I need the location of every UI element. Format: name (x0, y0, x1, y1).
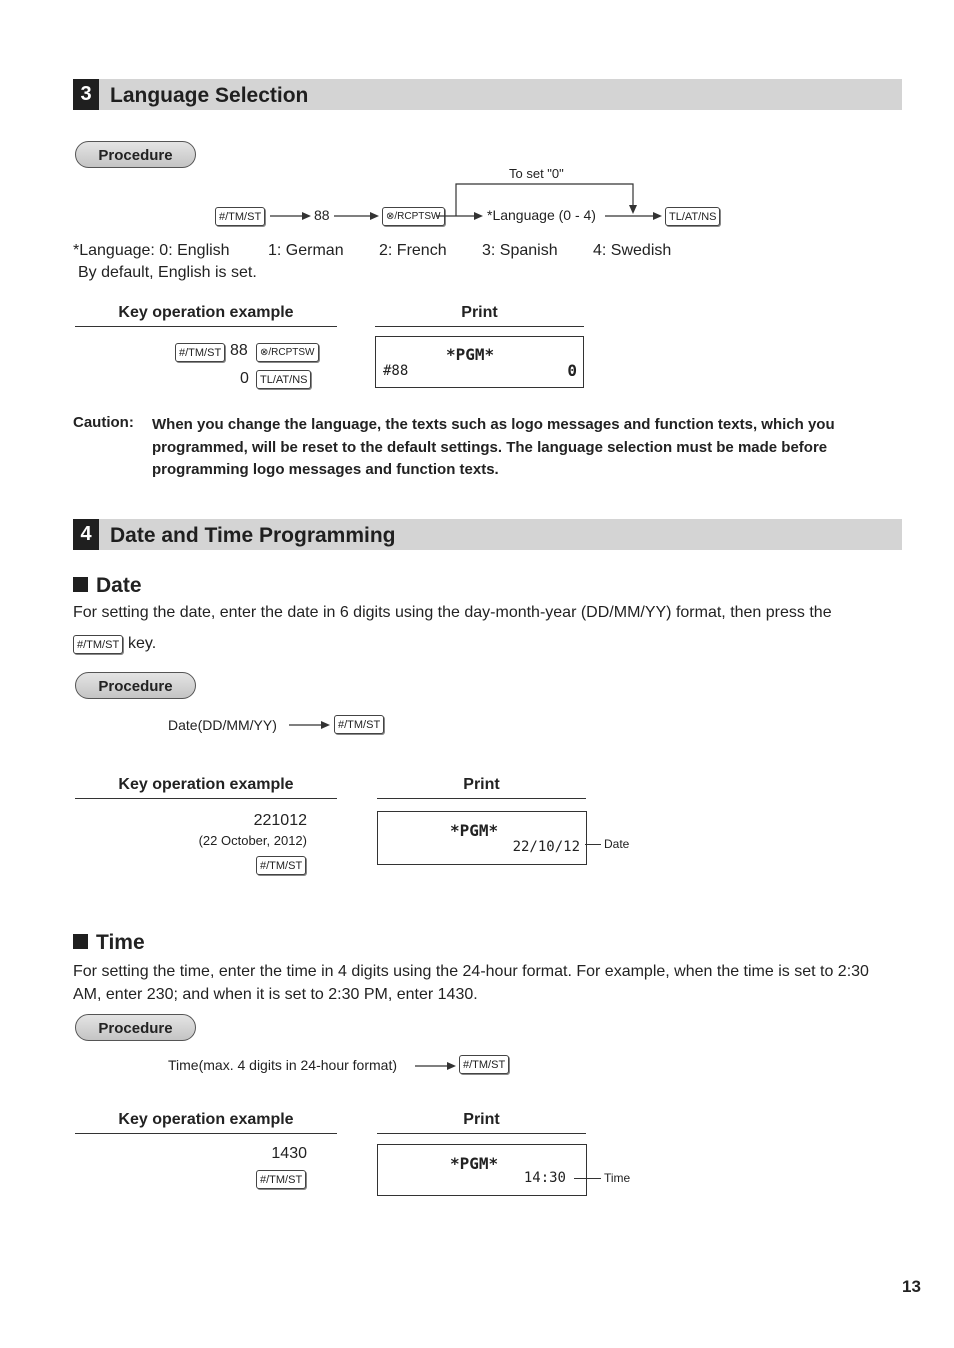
print-header: Print (377, 1111, 586, 1134)
key-tm-st: #/TM/ST (215, 207, 265, 226)
arrow-icon (334, 209, 380, 223)
key-tm-st: #/TM/ST (459, 1055, 509, 1074)
key-tl-at-ns: TL/AT/NS (665, 207, 720, 226)
example-value: 1430 (271, 1145, 307, 1162)
example-value: 0 (240, 370, 249, 387)
print-title: *PGM* (450, 821, 499, 840)
language-note-item: 3: Spanish (482, 242, 558, 259)
square-bullet-icon (73, 577, 88, 592)
callout-label: Date (604, 837, 630, 851)
section-title: Language Selection (110, 84, 309, 107)
date-description: For setting the date, enter the date in 6 digits using the day-month-year (DD/MM/YY) format, then press the (73, 604, 832, 621)
procedure-badge: Procedure (75, 1014, 196, 1041)
print-header: Print (375, 304, 584, 327)
callout-line (574, 1178, 601, 1179)
example-note: (22 October, 2012) (198, 833, 307, 848)
caution-text: When you change the language, the texts such as logo messages and function texts, which you programmed, will be reset to the default settings. The language selection must be made before programming logo messages and function texts. (152, 416, 835, 478)
arrow-icon (289, 718, 331, 732)
date-heading: Date (73, 574, 142, 598)
time-description: For setting the time, enter the time in 4 digits using the 24-hour format. For example, when the time is set to 2:30 AM, enter 230; and when it is set to 2:30 PM, enter 1430. (73, 963, 869, 1003)
key-tl-at-ns: TL/AT/NS (256, 370, 311, 389)
language-note: *Language: 0: English (73, 242, 230, 259)
print-date-value: 22/10/12 (512, 839, 580, 855)
print-left: #88 (383, 363, 409, 379)
square-bullet-icon (73, 934, 88, 949)
print-header: Print (377, 776, 586, 799)
language-note-item: 4: Swedish (593, 242, 672, 259)
key-tm-st: #/TM/ST (256, 856, 306, 875)
arrow-icon (270, 209, 312, 223)
key-rcptsw: ⊗/RCPTSW (382, 207, 445, 226)
key-rcptsw: ⊗/RCPTSW (256, 343, 319, 362)
procedure-badge: Procedure (75, 141, 196, 168)
key-tm-st: #/TM/ST (175, 343, 225, 362)
callout-line (585, 844, 601, 845)
key-operation-header: Key operation example (75, 1111, 337, 1134)
page-number: 13 (902, 1277, 921, 1296)
key-operation-header: Key operation example (75, 776, 337, 799)
section-header-language (73, 79, 902, 110)
key-tm-st: #/TM/ST (256, 1170, 306, 1189)
language-note-item: 1: German (268, 242, 344, 259)
time-flow-label: Time(max. 4 digits in 24-hour format) (168, 1057, 397, 1073)
date-description-end: key. (128, 635, 157, 652)
key-tm-st: #/TM/ST (334, 715, 384, 734)
section-number: 4 (73, 519, 99, 550)
example-value: 221012 (253, 812, 307, 829)
time-heading: Time (73, 931, 145, 955)
caution-label: Caution: (73, 414, 134, 431)
print-time-value: 14:30 (523, 1170, 566, 1186)
key-operation-header: Key operation example (75, 304, 337, 327)
receipt-print (377, 811, 587, 865)
flow-value: 88 (314, 207, 330, 223)
loop-label: To set "0" (509, 166, 564, 181)
print-title: *PGM* (446, 345, 495, 364)
flow-param: *Language (0 - 4) (487, 207, 596, 223)
print-right: 0 (567, 361, 577, 380)
procedure-badge: Procedure (75, 672, 196, 699)
language-note-item: 2: French (379, 242, 447, 259)
receipt-print (377, 1144, 587, 1196)
receipt-print (375, 336, 584, 388)
default-note: By default, English is set. (78, 264, 257, 281)
callout-label: Time (604, 1171, 631, 1185)
example-value: 88 (230, 342, 248, 359)
print-title: *PGM* (450, 1154, 499, 1173)
arrow-icon (415, 1059, 457, 1073)
date-flow-label: Date(DD/MM/YY) (168, 717, 277, 733)
section-title: Date and Time Programming (110, 524, 396, 547)
section-number: 3 (73, 79, 99, 110)
section-header-date-time (73, 519, 902, 550)
key-tm-st: #/TM/ST (73, 635, 123, 654)
